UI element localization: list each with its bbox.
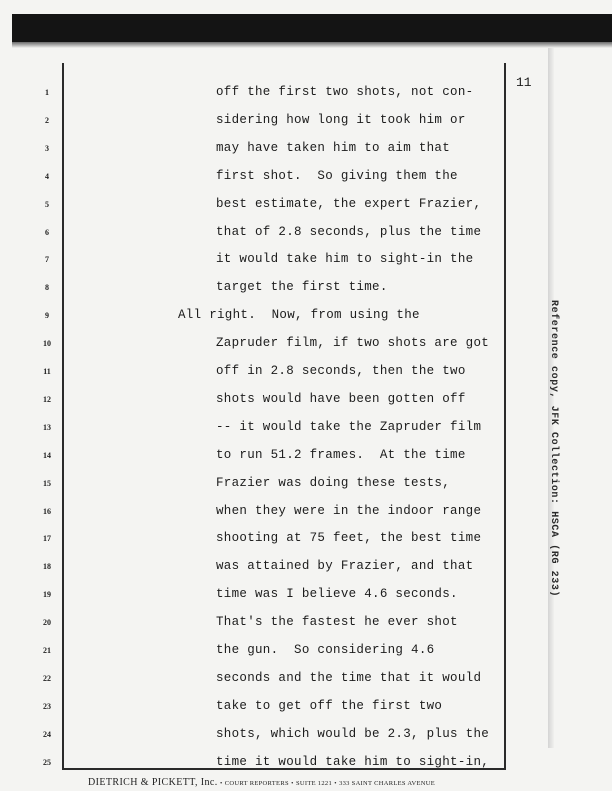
transcript-line: off the first two shots, not con- xyxy=(216,85,474,99)
line-number: 23 xyxy=(43,701,51,711)
transcript-line: -- it would take the Zapruder film xyxy=(216,419,482,434)
line-number: 22 xyxy=(43,673,51,683)
line-number: 11 xyxy=(43,367,51,376)
footer-firm: DIETRICH & PICKETT, Inc. xyxy=(88,777,218,788)
line-number: 24 xyxy=(43,729,51,739)
transcript-line: time was I believe 4.6 seconds. xyxy=(216,587,458,602)
footer-address: 333 SAINT CHARLES AVENUE xyxy=(339,780,436,787)
transcript-line: seconds and the time that it would xyxy=(216,670,482,685)
transcript-line: it would take him to sight-in the xyxy=(216,252,474,267)
line-number: 10 xyxy=(43,339,51,349)
line-number: 18 xyxy=(43,562,51,572)
transcript-line: when they were in the indoor range xyxy=(216,503,482,518)
transcript-line: shots, which would be 2.3, plus the xyxy=(216,726,490,741)
scan-top-band xyxy=(12,14,612,42)
line-number: 16 xyxy=(43,506,51,516)
transcript-line: That's the fastest he ever shot xyxy=(216,615,458,630)
line-number: 3 xyxy=(45,143,49,153)
line-number: 5 xyxy=(45,199,49,209)
transcript-line: shots would have been gotten off xyxy=(216,391,466,406)
transcript-line: to run 51.2 frames. At the time xyxy=(216,447,466,462)
transcript-line: target the first time. xyxy=(216,280,388,295)
line-number: 9 xyxy=(45,311,49,321)
line-number: 6 xyxy=(45,227,49,237)
line-number: 17 xyxy=(43,534,51,544)
transcript-line: time it would take him to sight-in, xyxy=(216,754,490,769)
transcript-line: the gun. So considering 4.6 xyxy=(216,643,435,657)
line-number: 8 xyxy=(45,283,49,293)
transcript-line: sidering how long it took him or xyxy=(216,112,466,127)
footer-separator: • xyxy=(291,780,294,787)
line-number: 1 xyxy=(45,88,49,97)
line-number: 2 xyxy=(45,115,49,125)
transcript-line: may have taken him to aim that xyxy=(216,140,451,155)
transcript-line: shooting at 75 feet, the best time xyxy=(216,531,482,546)
line-number: 4 xyxy=(45,171,49,181)
footer-suite: SUITE 1221 xyxy=(295,780,332,787)
line-number: 14 xyxy=(43,450,51,460)
line-number: 25 xyxy=(43,757,51,767)
left-margin-rule xyxy=(62,63,64,769)
footer-service: COURT REPORTERS xyxy=(224,780,289,787)
right-margin-rule xyxy=(504,63,506,769)
transcript-line: was attained by Frazier, and that xyxy=(216,559,474,574)
line-number: 21 xyxy=(43,646,51,655)
transcript-line: All right. Now, from using the xyxy=(178,308,420,323)
transcript-line: Frazier was doing these tests, xyxy=(216,475,451,490)
line-number: 19 xyxy=(43,590,51,600)
footer-separator: • xyxy=(219,780,223,787)
transcript-line: first shot. So giving them the xyxy=(216,168,458,183)
line-number: 15 xyxy=(43,478,51,488)
transcript-line: best estimate, the expert Frazier, xyxy=(216,196,482,211)
transcript-line: take to get off the first two xyxy=(216,698,443,713)
footer-separator: • xyxy=(334,780,337,787)
line-number: 12 xyxy=(43,394,51,404)
page-number: 11 xyxy=(516,75,532,90)
footer xyxy=(88,777,435,788)
transcript-line: off in 2.8 seconds, then the two xyxy=(216,364,466,378)
transcript-line: Zapruder film, if two shots are got xyxy=(216,336,490,351)
scan-top-shadow xyxy=(12,42,612,48)
transcript-line: that of 2.8 seconds, plus the time xyxy=(216,224,482,239)
line-number: 13 xyxy=(43,422,51,432)
archive-stamp: Reference copy, JFK Collection: HSCA (RG 233) xyxy=(548,300,559,598)
line-number: 7 xyxy=(45,255,49,265)
line-number: 20 xyxy=(43,618,51,628)
